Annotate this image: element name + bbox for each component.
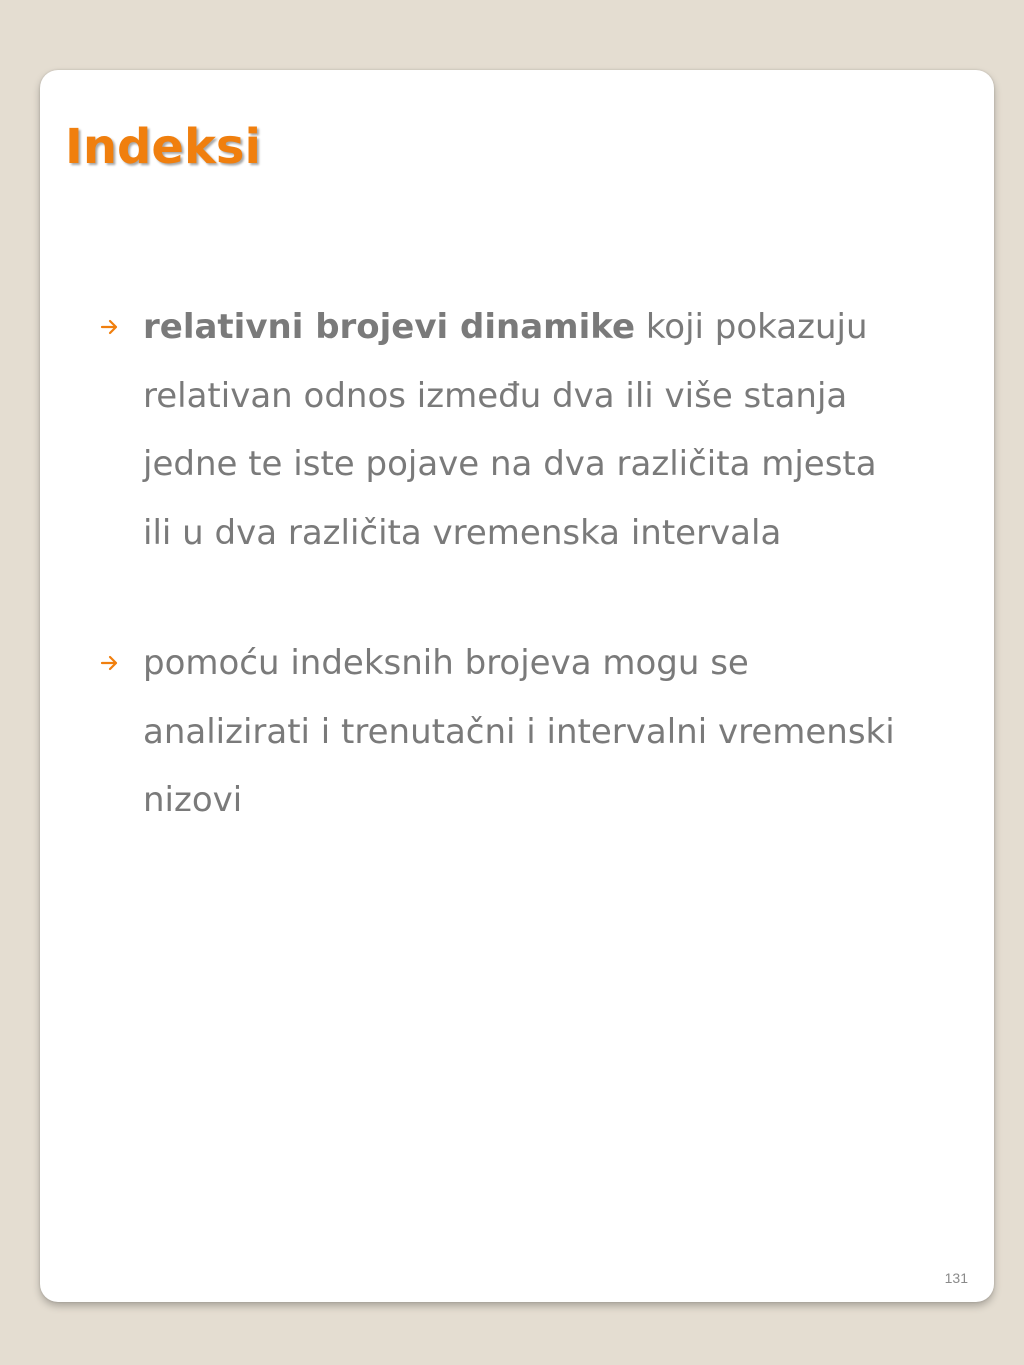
- bullet-text: pomoću indeksnih brojeva mogu se analizirati i trenutačni i intervalni vremenski nizovi: [143, 643, 895, 820]
- arrow-right-icon: [100, 653, 120, 673]
- bullet-item: [100, 629, 900, 835]
- slide-card: [40, 70, 994, 1302]
- bullet-bold-lead: relativni brojevi dinamike: [143, 307, 636, 347]
- bullet-list: [100, 293, 900, 835]
- bullet-text: koji pokazuju relativan odnos između dva ili više stanja jedne te iste pojave na dva različita mjesta ili u dva različita vremenska intervala: [143, 307, 877, 553]
- page-number: 131: [944, 1270, 968, 1286]
- arrow-right-icon: [100, 317, 120, 337]
- bullet-item: [100, 293, 900, 567]
- slide-title: Indeksi: [65, 119, 261, 175]
